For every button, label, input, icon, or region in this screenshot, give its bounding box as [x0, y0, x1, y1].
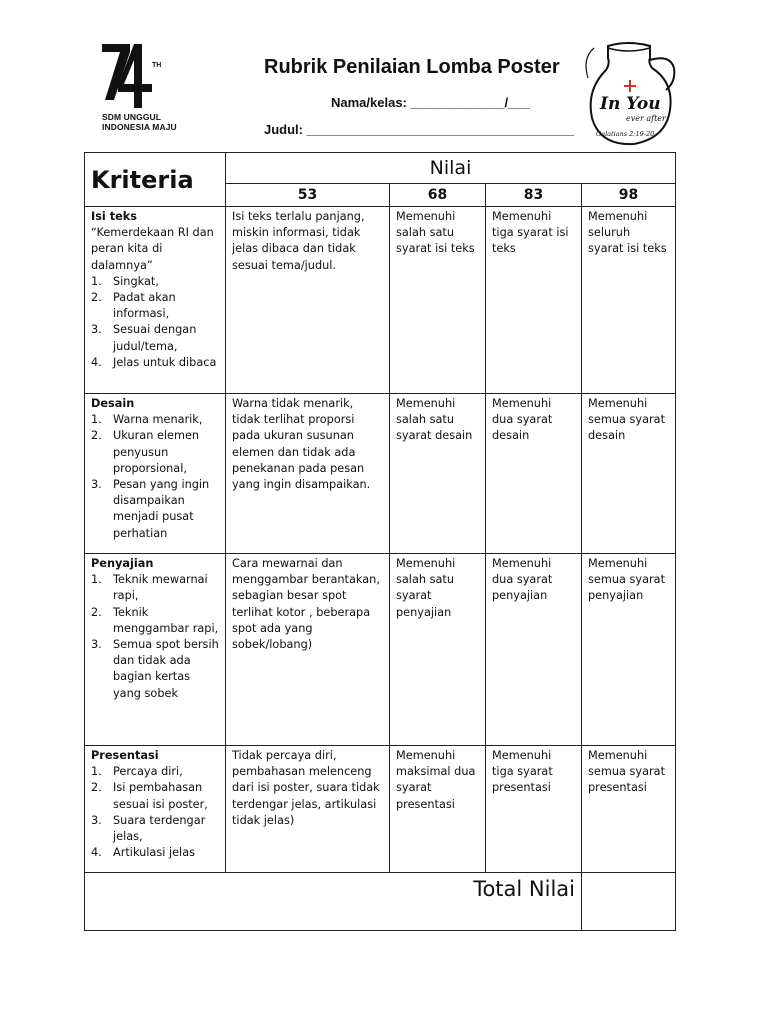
- list-text: Isi pembahasan sesuai isi poster,: [113, 781, 208, 811]
- score-cell-83: Memenuhi dua syarat desain: [486, 394, 582, 554]
- list-number: 1.: [91, 413, 102, 427]
- list-text: Teknik mewarnai rapi,: [113, 573, 208, 603]
- score-cell-68: Memenuhi salah satu syarat penyajian: [390, 554, 486, 746]
- list-number: 4.: [91, 355, 102, 369]
- list-text: Suara terdengar jelas,: [113, 813, 206, 844]
- criteria-list: [91, 274, 219, 371]
- list-number: 1.: [91, 274, 102, 288]
- list-number: 1.: [91, 765, 102, 779]
- score-cell-53: Isi teks terlalu panjang, miskin informasi, tidak jelas dibaca dan tidak sesuai tema/judul.: [226, 207, 390, 394]
- nilai-header: Nilai: [226, 153, 676, 184]
- criteria-list-item: [91, 322, 219, 354]
- score-cell-83: Memenuhi dua syarat penyajian: [486, 554, 582, 746]
- list-number: 2.: [91, 605, 102, 619]
- criteria-list-item: [91, 477, 219, 542]
- criteria-list-item: [91, 274, 219, 290]
- list-number: 1.: [91, 573, 102, 587]
- score-cell-83: Memenuhi tiga syarat isi teks: [486, 207, 582, 394]
- criteria-list-item: [91, 355, 219, 371]
- list-number: 3.: [91, 813, 102, 827]
- criteria-intro: “Kemerdekaan RI dan peran kita di dalamnya”: [91, 226, 214, 272]
- criteria-list-item: [91, 290, 219, 322]
- criteria-list-item: [91, 813, 219, 845]
- score-cell-53: Cara mewarnai dan menggambar berantakan, sebagian besar spot terlihat kotor , beberapa spot ada yang sobek/lobang): [226, 554, 390, 746]
- list-number: 4.: [91, 846, 102, 860]
- criteria-cell: [85, 746, 226, 873]
- nama-kelas-field: Nama/kelas: _____________/___: [331, 95, 530, 110]
- criteria-row-desain: [85, 394, 676, 554]
- criteria-list: [91, 412, 219, 542]
- header-row: [85, 153, 676, 184]
- score-cell-68: Memenuhi maksimal dua syarat presentasi: [390, 746, 486, 873]
- total-label: Total Nilai: [85, 873, 582, 931]
- criteria-list-item: [91, 428, 219, 477]
- list-text: Percaya diri,: [113, 765, 183, 779]
- jar-text-verse: Galatians 2:19-20: [596, 130, 655, 138]
- score-cell-53: Warna tidak menarik, tidak terlihat proporsi pada ukuran susunan elemen dan tidak ada penekanan pada pesan yang ingin disampaikan.: [226, 394, 390, 554]
- list-text: Artikulasi jelas: [113, 846, 196, 860]
- criteria-list: [91, 572, 219, 702]
- list-text: Padat akan informasi,: [113, 291, 176, 321]
- list-text: Jelas untuk dibaca: [113, 355, 217, 369]
- list-text: Teknik menggambar rapi,: [113, 605, 219, 635]
- score-cell-83: Memenuhi tiga syarat presentasi: [486, 746, 582, 873]
- jar-logo: [578, 38, 678, 150]
- list-number: 3.: [91, 323, 102, 337]
- list-text: Sesuai dengan judul/tema,: [113, 323, 197, 353]
- score-cell-98: Memenuhi semua syarat presentasi: [582, 746, 676, 873]
- list-number: 2.: [91, 781, 102, 795]
- score-cell-68: Memenuhi salah satu syarat isi teks: [390, 207, 486, 394]
- list-text: Warna menarik,: [113, 413, 203, 427]
- logo-subtitle: [102, 112, 177, 132]
- criteria-title: Penyajian: [91, 557, 154, 570]
- criteria-title: Isi teks: [91, 210, 138, 223]
- logo-subtitle-line-2: INDONESIA MAJU: [102, 122, 177, 132]
- criteria-cell: [85, 394, 226, 554]
- criteria-cell: [85, 207, 226, 394]
- judul-field: Judul: _____________________________________: [264, 122, 575, 137]
- score-cell-68: Memenuhi salah satu syarat desain: [390, 394, 486, 554]
- criteria-list: [91, 764, 219, 861]
- score-header: 98: [582, 184, 676, 207]
- score-header: 83: [486, 184, 582, 207]
- criteria-cell: [85, 554, 226, 746]
- score-cell-53: Tidak percaya diri, pembahasan melenceng dari isi poster, suara tidak terdengar jelas, artikulasi tidak jelas): [226, 746, 390, 873]
- score-cell-98: Memenuhi semua syarat penyajian: [582, 554, 676, 746]
- criteria-list-item: [91, 572, 219, 604]
- criteria-list-item: [91, 845, 219, 861]
- list-number: 3.: [91, 638, 102, 652]
- criteria-list-item: [91, 637, 219, 702]
- logo-subtitle-line-1: SDM UNGGUL: [102, 112, 162, 122]
- total-row: [85, 873, 676, 931]
- list-number: 3.: [91, 478, 102, 492]
- score-header: 68: [390, 184, 486, 207]
- criteria-row-penyajian: [85, 554, 676, 746]
- logo-74th: [100, 40, 190, 140]
- page-title: Rubrik Penilaian Lomba Poster: [264, 56, 560, 78]
- score-cell-98: Memenuhi seluruh syarat isi teks: [582, 207, 676, 394]
- criteria-list-item: [91, 412, 219, 428]
- list-number: 2.: [91, 291, 102, 305]
- list-text: Singkat,: [113, 274, 159, 288]
- score-header: 53: [226, 184, 390, 207]
- criteria-row-presentasi: [85, 746, 676, 873]
- criteria-list-item: [91, 780, 219, 812]
- kriteria-header: Kriteria: [85, 153, 226, 207]
- criteria-row-isi-teks: [85, 207, 676, 394]
- list-text: Pesan yang ingin disampaikan menjadi pusat perhatian: [113, 478, 210, 540]
- list-text: Semua spot bersih dan tidak ada bagian kertas yang sobek: [113, 638, 219, 700]
- criteria-title: Presentasi: [91, 749, 159, 762]
- jar-text-in-you: In You: [600, 94, 661, 114]
- score-cell-98: Memenuhi semua syarat desain: [582, 394, 676, 554]
- logo-74-numeral-icon: [100, 40, 160, 110]
- list-text: Ukuran elemen penyusun proporsional,: [113, 429, 200, 475]
- total-value-cell[interactable]: [582, 873, 676, 931]
- criteria-list-item: [91, 764, 219, 780]
- criteria-list-item: [91, 605, 219, 637]
- jar-text-ever-after: ever after: [626, 114, 666, 123]
- criteria-title: Desain: [91, 397, 135, 410]
- list-number: 2.: [91, 429, 102, 443]
- logo-superscript: TH: [152, 62, 162, 69]
- rubric-table: [84, 152, 676, 931]
